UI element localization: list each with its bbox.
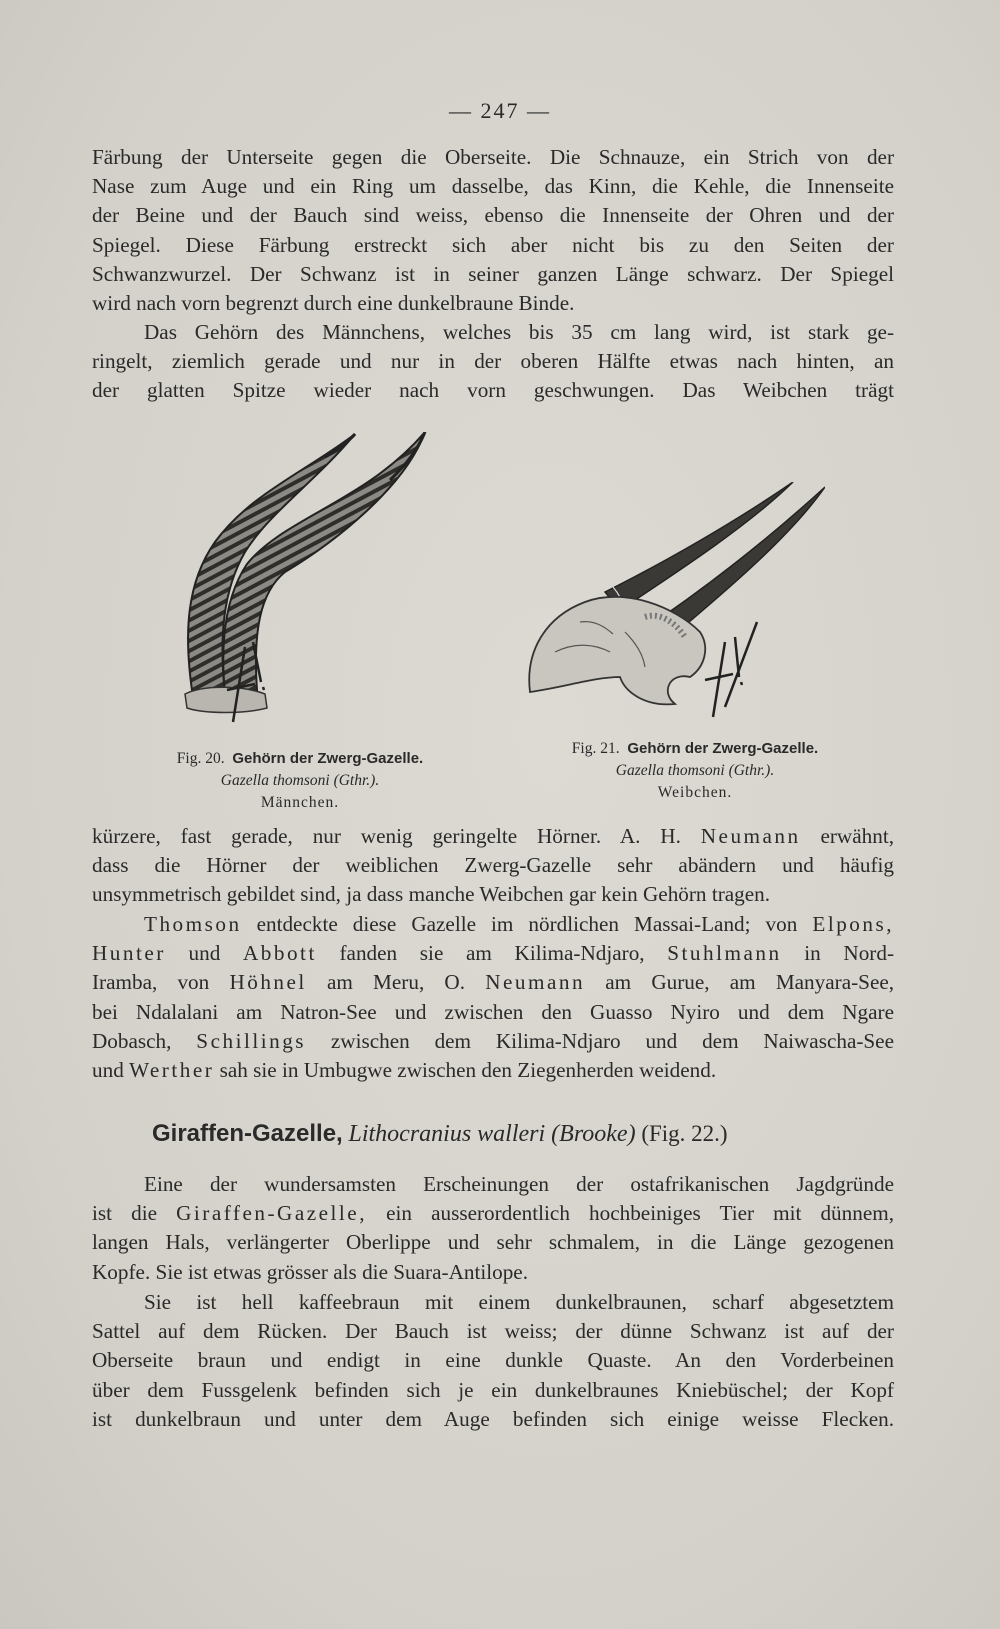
fig20-caption <box>140 748 460 814</box>
text-line: dass die Hörner der weiblichen Zwerg-Gazelle sehr abändern und häufig <box>92 853 894 878</box>
fig20-title: Gehörn der Zwerg-Gazelle. <box>232 750 424 767</box>
fig20-label: Fig. 20. <box>176 750 225 767</box>
text-line: Das Gehörn des Männchens, welches bis 35 cm lang wird, ist stark ge- <box>144 320 894 344</box>
fig21-caption <box>535 738 855 804</box>
paragraph-female-horns <box>92 822 894 910</box>
paragraph-giraffe-gazelle-coloration <box>92 1288 894 1434</box>
fig21-title: Gehörn der Zwerg-Gazelle. <box>627 740 819 757</box>
text-line: Nase zum Auge und ein Ring um dasselbe, das Kinn, die Kehle, die Innenseite <box>92 174 894 199</box>
heading-name: Giraffen-Gazelle, <box>152 1120 343 1147</box>
text-line: und Werther sah sie in Umbugwe zwischen den Ziegenherden weidend. <box>92 1058 717 1083</box>
paragraph-distribution <box>92 910 894 1085</box>
fig20-latin: Gazella thomsoni (Gthr.). <box>220 772 380 789</box>
text-line: Spiegel. Diese Färbung erstreckt sich aber nicht bis zu den Seiten der <box>92 232 894 257</box>
male-horns-illustration <box>175 432 465 732</box>
fig20-sex: Männchen. <box>260 794 340 811</box>
text-line: der Beine und der Bauch sind weiss, ebenso die Innenseite der Ohren und der <box>92 203 894 228</box>
text-line: Schwanzwurzel. Der Schwanz ist in seiner ganzen Länge schwarz. Der Spiegel <box>92 261 894 286</box>
author-name: Neumann <box>700 824 801 848</box>
text-line: unsymmetrisch gebildet sind, ja dass manche Weibchen gar kein Gehörn tragen. <box>92 882 771 907</box>
text-line: langen Hals, verlängerter Oberlippe und sehr schmalem, in die Länge gezogenen <box>92 1230 894 1255</box>
fig21-sex: Weibchen. <box>657 784 733 801</box>
text-line: Eine der wundersamsten Erscheinungen der ostafrikanischen Jagdgründe <box>144 1172 894 1196</box>
text-line: der glatten Spitze wieder nach vorn geschwungen. Das Weibchen trägt <box>92 378 894 403</box>
page-number: — 247 — <box>449 98 551 123</box>
fig21-latin: Gazella thomsoni (Gthr.). <box>615 762 775 779</box>
text-line: Sattel auf dem Rücken. Der Bauch ist weiss; der dünne Schwanz ist auf der <box>92 1319 894 1344</box>
section-heading <box>152 1120 892 1148</box>
heading-fig-ref: (Fig. 22.) <box>641 1121 728 1146</box>
text-line: Hunter und Abbott fanden sie am Kilima-Ndjaro, Stuhlmann in Nord- <box>92 941 895 966</box>
text-line: Färbung der Unterseite gegen die Oberseite. Die Schnauze, ein Strich von der <box>92 145 894 169</box>
female-horns-illustration <box>525 482 825 732</box>
text-line: Dobasch, Schillings zwischen dem Kilima-Ndjaro und dem Naiwascha-See <box>92 1028 894 1053</box>
text-line: über dem Fussgelenk befinden sich je ein dunkelbraunes Kniebüschel; der Kopf <box>92 1377 894 1402</box>
heading-latin: Lithocranius walleri (Brooke) <box>348 1121 636 1147</box>
paragraph-horns <box>92 318 894 406</box>
text-line: ist dunkelbraun und unter dem Auge befinden sich einige weisse Flecken. <box>92 1406 894 1431</box>
text-line: Oberseite braun und endigt in eine dunkle Quaste. An den Vorderbeinen <box>92 1348 894 1373</box>
text-line: Iramba, von Höhnel am Meru, O. Neumann am Gurue, am Manyara-See, <box>92 970 895 995</box>
fig21-label: Fig. 21. <box>571 740 620 757</box>
text-line: ist die Giraffen-Gazelle, ein ausserordentlich hochbeiniges Tier mit dünnem, <box>92 1201 895 1226</box>
paragraph-giraffe-gazelle-intro <box>92 1170 894 1287</box>
text-line: Sie ist hell kaffeebraun mit einem dunkelbraunen, scharf abgesetztem <box>144 1290 894 1314</box>
text-line: ringelt, ziemlich gerade und nur in der oberen Hälfte etwas nach hinten, an <box>92 349 894 374</box>
text-line: Kopfe. Sie ist etwas grösser als die Suara-Antilope. <box>92 1259 529 1284</box>
text-line: wird nach vorn begrenzt durch eine dunkelbraune Binde. <box>92 291 575 316</box>
text-line: bei Ndalalani am Natron-See und zwischen den Guasso Nyiro und dem Ngare <box>92 999 894 1024</box>
paragraph-coloration <box>92 143 894 318</box>
text-line: Thomson entdeckte diese Gazelle im nördlichen Massai-Land; von Elpons, <box>144 912 895 936</box>
text-line: kürzere, fast gerade, nur wenig geringelte Hörner. A. H. Neumann erwähnt, <box>92 824 895 848</box>
